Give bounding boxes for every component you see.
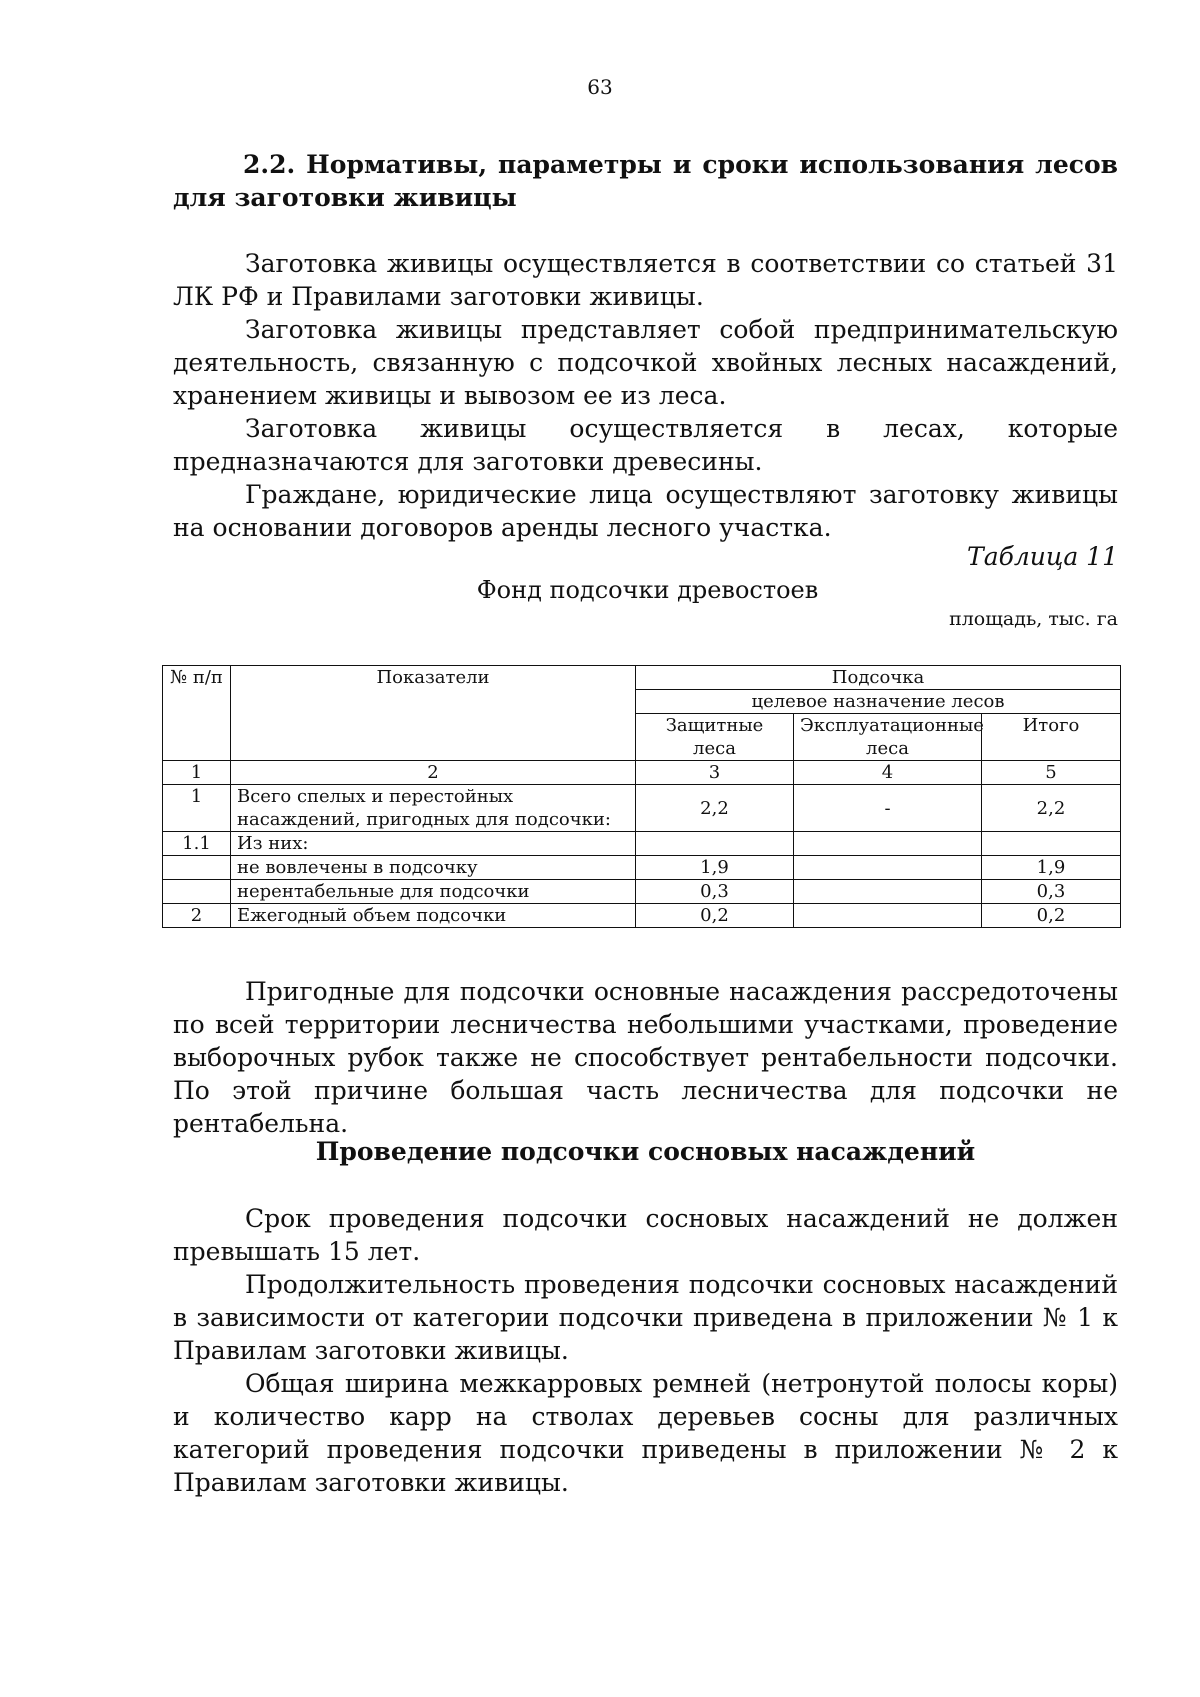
row-total: 2,2 [982, 785, 1121, 832]
row-num [163, 856, 231, 880]
row-indicator: не вовлечены в подсочку [231, 856, 636, 880]
column-number: 5 [982, 761, 1121, 785]
header-protective: Защитные леса [636, 714, 794, 761]
final-text [173, 1202, 1118, 1499]
row-total [982, 832, 1121, 856]
table-row [163, 785, 1121, 832]
paragraph: Пригодные для подсочки основные насаждения рассредоточены по всей территории лесничества небольшими участками, проведение выборочных рубок также не способствует рентабельности подсочки. По этой причине большая часть лесничества для подсочки не рентабельна. [173, 977, 1118, 1138]
page-number: 63 [587, 75, 613, 99]
header-indicator: Показатели [231, 666, 636, 761]
row-protective: 1,9 [636, 856, 794, 880]
row-num: 1.1 [163, 832, 231, 856]
paragraph: Заготовка живицы осуществляется в лесах, которые предназначаются для заготовки древесины. [173, 414, 1118, 476]
row-protective: 2,2 [636, 785, 794, 832]
row-indicator: Ежегодный объем подсочки [231, 904, 636, 928]
row-indicator: Из них: [231, 832, 636, 856]
column-number: 1 [163, 761, 231, 785]
row-total: 1,9 [982, 856, 1121, 880]
table-row [163, 904, 1121, 928]
table-number: Таблица 11 [967, 542, 1118, 571]
paragraph: Заготовка живицы представляет собой предпринимательскую деятельность, связанную с подсочкой хвойных лесных насаждений, хранением живицы и вывозом ее из леса. [173, 315, 1118, 410]
column-number-row [163, 761, 1121, 785]
header-num: № п/п [163, 666, 231, 761]
row-indicator: нерентабельные для подсочки [231, 880, 636, 904]
row-exploitation [794, 856, 982, 880]
row-total: 0,2 [982, 904, 1121, 928]
row-protective: 0,2 [636, 904, 794, 928]
row-total: 0,3 [982, 880, 1121, 904]
paragraph: Граждане, юридические лица осуществляют заготовку живицы на основании договоров аренды лесного участка. [173, 480, 1118, 542]
row-exploitation [794, 832, 982, 856]
row-num: 2 [163, 904, 231, 928]
table-row [163, 880, 1121, 904]
header-exploitation: Эксплуатационные леса [794, 714, 982, 761]
intro-text [173, 247, 1118, 544]
table-caption: Фонд подсочки древостоев [476, 576, 819, 604]
row-num [163, 880, 231, 904]
paragraph: Продолжительность проведения подсочки сосновых насаждений в зависимости от категории подсочки приведена в приложении № 1 к Правилам заготовки живицы. [173, 1270, 1118, 1365]
table-header-row [163, 666, 1121, 690]
after-table-text [173, 975, 1118, 1140]
column-number: 4 [794, 761, 982, 785]
paragraph: Срок проведения подсочки сосновых насаждений не должен превышать 15 лет. [173, 1204, 1118, 1266]
paragraph: Общая ширина межкарровых ремней (нетронутой полосы коры) и количество карр на стволах деревьев сосны для различных категорий проведения подсочки приведены в приложении № 2 к Правилам заготовки живицы. [173, 1369, 1118, 1497]
table-row [163, 856, 1121, 880]
row-exploitation [794, 904, 982, 928]
paragraph: Заготовка живицы осуществляется в соответствии со статьей 31 ЛК РФ и Правилами заготовки живицы. [173, 249, 1118, 311]
section-heading: 2.2. Нормативы, параметры и сроки использования лесов для заготовки живицы [173, 150, 1118, 212]
header-total: Итого [982, 714, 1121, 761]
table-row [163, 832, 1121, 856]
column-number: 3 [636, 761, 794, 785]
row-protective [636, 832, 794, 856]
tapping-fund-table [162, 665, 1121, 928]
row-protective: 0,3 [636, 880, 794, 904]
table-units: площадь, тыс. га [949, 608, 1118, 630]
row-num: 1 [163, 785, 231, 832]
row-exploitation [794, 880, 982, 904]
row-indicator: Всего спелых и перестойных насаждений, пригодных для подсочки: [231, 785, 636, 832]
header-forest-purpose: целевое назначение лесов [636, 690, 1121, 714]
row-exploitation: - [794, 785, 982, 832]
column-number: 2 [231, 761, 636, 785]
subsection-heading: Проведение подсочки сосновых насаждений [315, 1137, 976, 1166]
header-tapping: Подсочка [636, 666, 1121, 690]
